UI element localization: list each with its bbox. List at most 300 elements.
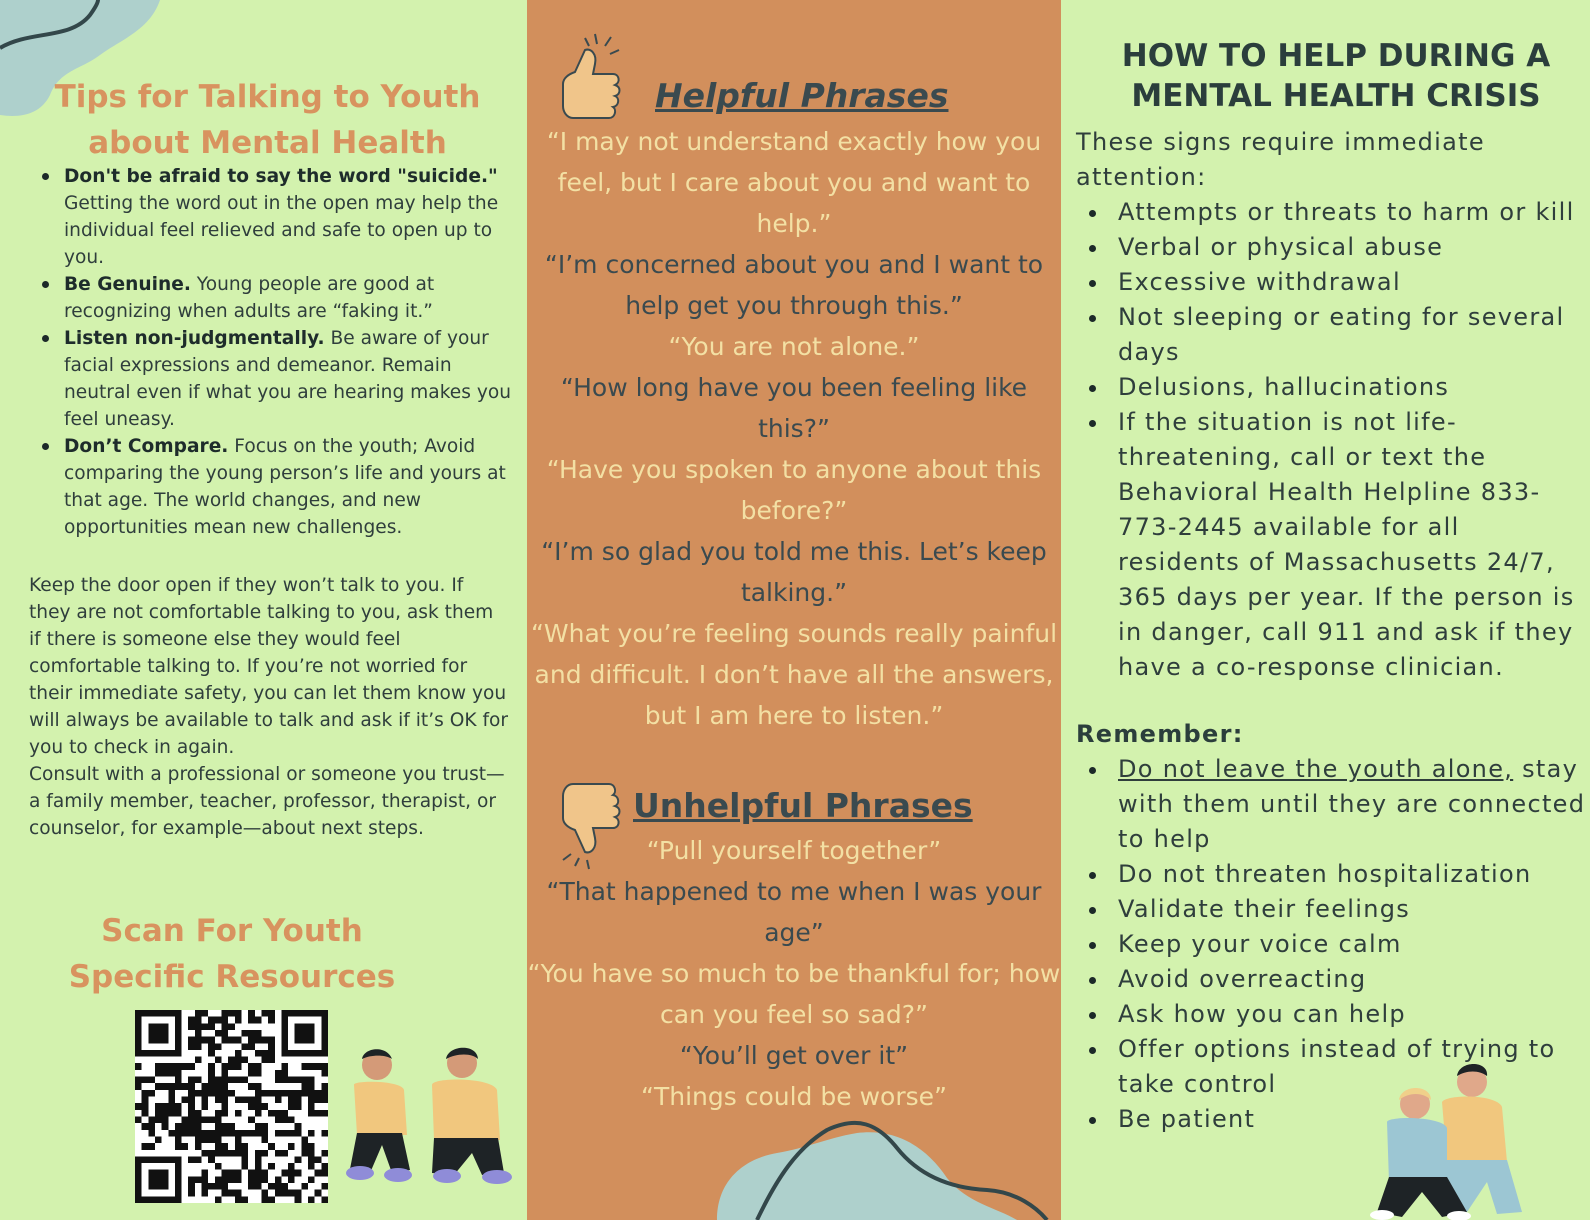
qr-module [275, 1070, 282, 1077]
qr-module [275, 1176, 282, 1183]
qr-module [168, 1196, 175, 1203]
qr-module [188, 1017, 195, 1024]
qr-module [261, 1103, 268, 1110]
qr-module [148, 1090, 155, 1097]
qr-module [202, 1176, 209, 1183]
qr-module [235, 1110, 242, 1117]
qr-module [315, 1097, 322, 1104]
qr-module [261, 1010, 268, 1017]
qr-module [235, 1037, 242, 1044]
list-item: Do not threaten hospitalization [1076, 857, 1590, 892]
qr-module [202, 1190, 209, 1197]
tip-bold: Listen non-judgmentally. [64, 328, 325, 349]
qr-module [321, 1063, 328, 1070]
qr-module [135, 1183, 142, 1190]
qr-module [188, 1130, 195, 1137]
qr-module [195, 1130, 202, 1137]
qr-module [268, 1196, 275, 1203]
qr-module [295, 1130, 302, 1137]
qr-module [268, 1050, 275, 1057]
qr-module [235, 1196, 242, 1203]
qr-module [155, 1170, 162, 1177]
qr-module [188, 1090, 195, 1097]
qr-module [241, 1143, 248, 1150]
qr-module [135, 1050, 142, 1057]
qr-module [288, 1090, 295, 1097]
qr-module [222, 1190, 229, 1197]
qr-module [175, 1143, 182, 1150]
qr-module [135, 1037, 142, 1044]
qr-module [261, 1130, 268, 1137]
qr-module [288, 1190, 295, 1197]
qr-module [135, 1010, 142, 1017]
qr-module [168, 1097, 175, 1104]
qr-module [308, 1130, 315, 1137]
qr-module [208, 1090, 215, 1097]
qr-module [248, 1170, 255, 1177]
qr-module [255, 1097, 262, 1104]
qr-module [308, 1143, 315, 1150]
qr-module [315, 1156, 322, 1163]
qr-module [241, 1163, 248, 1170]
qr-module [281, 1037, 288, 1044]
thumbs-up-icon [555, 32, 625, 122]
tips-list [38, 163, 514, 541]
qr-module [148, 1130, 155, 1137]
phrase: “You are not alone.” [668, 332, 920, 361]
phrase: “I’m concerned about you and I want to help get you through this.” [544, 250, 1044, 320]
qr-module [228, 1123, 235, 1130]
qr-module [195, 1110, 202, 1117]
qr-module [275, 1190, 282, 1197]
qr-module [168, 1063, 175, 1070]
qr-module [275, 1110, 282, 1117]
qr-module [202, 1150, 209, 1157]
qr-module [288, 1050, 295, 1057]
qr-module [162, 1183, 169, 1190]
qr-module [208, 1150, 215, 1157]
qr-module [255, 1050, 262, 1057]
qr-module [168, 1110, 175, 1117]
qr-module [168, 1130, 175, 1137]
qr-module [228, 1150, 235, 1157]
qr-module [315, 1110, 322, 1117]
qr-module [215, 1090, 222, 1097]
qr-module [188, 1110, 195, 1117]
qr-module [222, 1017, 229, 1024]
qr-module [202, 1103, 209, 1110]
qr-module [315, 1063, 322, 1070]
qr-module [255, 1070, 262, 1077]
qr-module [248, 1183, 255, 1190]
qr-module [315, 1190, 322, 1197]
qr-module [215, 1143, 222, 1150]
qr-module [228, 1023, 235, 1030]
qr-module [321, 1083, 328, 1090]
qr-module [301, 1090, 308, 1097]
qr-module [308, 1196, 315, 1203]
qr-module [295, 1103, 302, 1110]
qr-module [261, 1176, 268, 1183]
qr-module [222, 1083, 229, 1090]
qr-module [255, 1130, 262, 1137]
qr-module [321, 1023, 328, 1030]
qr-module [301, 1143, 308, 1150]
qr-module [195, 1037, 202, 1044]
qr-module [162, 1010, 169, 1017]
qr-module [281, 1183, 288, 1190]
qr-module [168, 1083, 175, 1090]
qr-module [315, 1090, 322, 1097]
scan-title: Scan For Youth Specific Resources [68, 913, 396, 995]
qr-module [195, 1030, 202, 1037]
qr-module [195, 1010, 202, 1017]
qr-module [268, 1163, 275, 1170]
qr-module [248, 1010, 255, 1017]
qr-module [208, 1037, 215, 1044]
qr-module [222, 1010, 229, 1017]
list-item: Keep your voice calm [1076, 927, 1590, 962]
qr-module [281, 1010, 288, 1017]
list-item: Delusions, hallucinations [1076, 370, 1590, 405]
qr-module [162, 1116, 169, 1123]
list-item: Be patient [1076, 1102, 1590, 1137]
qr-module [215, 1057, 222, 1064]
qr-module [295, 1097, 302, 1104]
qr-module [288, 1010, 295, 1017]
qr-module [188, 1063, 195, 1070]
qr-module [301, 1150, 308, 1157]
qr-module [148, 1010, 155, 1017]
decorative-blob [697, 1118, 1061, 1220]
qr-module [168, 1070, 175, 1077]
qr-module [261, 1196, 268, 1203]
qr-module [208, 1077, 215, 1084]
qr-module [162, 1050, 169, 1057]
qr-module [281, 1190, 288, 1197]
qr-module [155, 1083, 162, 1090]
qr-module [155, 1037, 162, 1044]
qr-module [155, 1176, 162, 1183]
qr-module [208, 1017, 215, 1024]
qr-module [182, 1143, 189, 1150]
qr-module [321, 1196, 328, 1203]
qr-module [188, 1103, 195, 1110]
qr-module [241, 1097, 248, 1104]
qr-module [142, 1143, 149, 1150]
qr-module [188, 1190, 195, 1197]
qr-module [155, 1103, 162, 1110]
consult-paragraph: Consult with a professional or someone you trust—a family member, teacher, professor, therapist, or counselor, for example—about next steps. [29, 764, 505, 839]
qr-module [248, 1103, 255, 1110]
phrase: “I’m so glad you told me this. Let’s keep talking.” [541, 537, 1047, 607]
qr-module [308, 1050, 315, 1057]
qr-module [202, 1023, 209, 1030]
qr-module [175, 1103, 182, 1110]
tip-item [38, 163, 514, 271]
qr-module [281, 1063, 288, 1070]
qr-module [175, 1077, 182, 1084]
qr-module [142, 1156, 149, 1163]
qr-module [175, 1037, 182, 1044]
qr-module [295, 1030, 302, 1037]
qr-module [241, 1196, 248, 1203]
qr-module [182, 1083, 189, 1090]
qr-module [168, 1090, 175, 1097]
qr-module [235, 1136, 242, 1143]
qr-module [275, 1090, 282, 1097]
qr-module [162, 1110, 169, 1117]
list-item: Avoid overreacting [1076, 962, 1590, 997]
qr-module [301, 1010, 308, 1017]
tip-text: Be aware of your facial expressions and demeanor. Remain neutral even if what you are hearing makes you feel uneasy. [64, 328, 511, 430]
qr-module [241, 1043, 248, 1050]
qr-module [281, 1077, 288, 1084]
middle-panel [527, 0, 1061, 1220]
unhelpful-phrases-heading: Unhelpful Phrases [633, 786, 973, 825]
qr-module [175, 1043, 182, 1050]
qr-module [275, 1097, 282, 1104]
qr-module [222, 1037, 229, 1044]
qr-module [295, 1023, 302, 1030]
qr-module [162, 1063, 169, 1070]
qr-module [202, 1183, 209, 1190]
qr-module [155, 1070, 162, 1077]
list-item: If the situation is not life-threatening, call or text the Behavioral Health Helpline 833-773-2445 available for all residents of Massachusetts 24/7, 365 days per year. If the person is in danger, call 911 and ask if they have a co-response clinician. [1076, 405, 1590, 685]
qr-module [182, 1130, 189, 1137]
tip-item [38, 325, 514, 433]
qr-module [281, 1170, 288, 1177]
qr-module [215, 1116, 222, 1123]
tips-title: Tips for Talking to Youth about Mental Health [54, 79, 481, 161]
tip-bold: Be Genuine. [64, 274, 191, 295]
qr-module [188, 1176, 195, 1183]
qr-module [288, 1170, 295, 1177]
qr-module [195, 1156, 202, 1163]
qr-module [175, 1136, 182, 1143]
qr-module [142, 1010, 149, 1017]
crisis-title: HOW TO HELP DURING A MENTAL HEALTH CRISIS [1121, 38, 1551, 114]
qr-module [215, 1196, 222, 1203]
qr-module [301, 1083, 308, 1090]
qr-module [295, 1090, 302, 1097]
qr-module [222, 1150, 229, 1157]
underlined-text: Do not leave the youth alone, [1118, 755, 1514, 783]
list-item: Attempts or threats to harm or kill [1076, 195, 1590, 230]
qr-module [222, 1023, 229, 1030]
qr-module [182, 1063, 189, 1070]
qr-module [142, 1090, 149, 1097]
qr-module [175, 1050, 182, 1057]
qr-module [255, 1183, 262, 1190]
qr-code[interactable] [135, 1010, 328, 1203]
qr-module [215, 1017, 222, 1024]
qr-module [321, 1030, 328, 1037]
phrase: “You’ll get over it” [679, 1041, 909, 1070]
qr-module [321, 1010, 328, 1017]
qr-module [195, 1017, 202, 1024]
qr-module [215, 1136, 222, 1143]
qr-module [155, 1116, 162, 1123]
phrase: “How long have you been feeling like this?” [560, 373, 1028, 443]
qr-module [135, 1023, 142, 1030]
qr-module [175, 1176, 182, 1183]
qr-module [195, 1123, 202, 1130]
qr-module [222, 1123, 229, 1130]
qr-module [148, 1123, 155, 1130]
qr-module [321, 1150, 328, 1157]
qr-module [268, 1010, 275, 1017]
qr-module [268, 1143, 275, 1150]
qr-module [175, 1030, 182, 1037]
qr-module [241, 1130, 248, 1137]
qr-module [248, 1070, 255, 1077]
qr-module [148, 1143, 155, 1150]
qr-module [248, 1030, 255, 1037]
qr-module [248, 1176, 255, 1183]
qr-module [275, 1077, 282, 1084]
qr-module [222, 1130, 229, 1137]
qr-module [308, 1176, 315, 1183]
qr-module [288, 1097, 295, 1104]
signs-intro: These signs require immediate attention: [1076, 128, 1485, 191]
qr-module [228, 1190, 235, 1197]
qr-module [248, 1043, 255, 1050]
right-panel [1061, 0, 1590, 1220]
qr-module [228, 1130, 235, 1137]
qr-module [148, 1023, 155, 1030]
qr-module [301, 1037, 308, 1044]
qr-module [248, 1130, 255, 1137]
qr-module [248, 1116, 255, 1123]
qr-module [268, 1110, 275, 1117]
qr-module [135, 1176, 142, 1183]
qr-module [235, 1143, 242, 1150]
qr-module [142, 1103, 149, 1110]
qr-module [142, 1196, 149, 1203]
phrase: “Pull yourself together” [646, 836, 942, 865]
qr-module [222, 1176, 229, 1183]
qr-module [288, 1130, 295, 1137]
qr-module [255, 1017, 262, 1024]
qr-module [135, 1077, 142, 1084]
qr-module [248, 1083, 255, 1090]
qr-module [155, 1010, 162, 1017]
qr-module [281, 1023, 288, 1030]
qr-module [261, 1057, 268, 1064]
support-illustration [1347, 1062, 1547, 1220]
qr-module [208, 1050, 215, 1057]
qr-module [288, 1116, 295, 1123]
qr-module [281, 1130, 288, 1137]
qr-module [162, 1083, 169, 1090]
qr-module [195, 1057, 202, 1064]
qr-module [148, 1077, 155, 1084]
qr-module [215, 1183, 222, 1190]
qr-module [268, 1017, 275, 1024]
qr-module [295, 1037, 302, 1044]
qr-module [208, 1183, 215, 1190]
qr-module [241, 1057, 248, 1064]
phrase: “What you’re feeling sounds really painful and difficult. I don’t have all the answers, but I am here to listen.” [530, 619, 1058, 730]
qr-module [268, 1183, 275, 1190]
qr-module [235, 1176, 242, 1183]
qr-module [261, 1123, 268, 1130]
qr-module [301, 1063, 308, 1070]
qr-module [142, 1123, 149, 1130]
qr-module [222, 1143, 229, 1150]
qr-module [202, 1010, 209, 1017]
qr-module [208, 1023, 215, 1030]
qr-module [188, 1077, 195, 1084]
qr-module [275, 1130, 282, 1137]
qr-module [301, 1183, 308, 1190]
qr-module [215, 1043, 222, 1050]
qr-module [188, 1183, 195, 1190]
qr-module [182, 1123, 189, 1130]
qr-module [202, 1083, 209, 1090]
qr-module [261, 1190, 268, 1197]
qr-module [175, 1156, 182, 1163]
qr-module [222, 1090, 229, 1097]
qr-module [188, 1043, 195, 1050]
qr-module [195, 1090, 202, 1097]
qr-module [235, 1097, 242, 1104]
qr-module [208, 1083, 215, 1090]
tip-text: Getting the word out in the open may help the individual feel relieved and safe to open up to you. [64, 193, 499, 268]
qr-module [168, 1103, 175, 1110]
qr-module [182, 1097, 189, 1104]
qr-module [142, 1110, 149, 1117]
qr-module [321, 1043, 328, 1050]
qr-module [175, 1163, 182, 1170]
keep-door-open-paragraph: Keep the door open if they won’t talk to you. If they are not comfortable talking to you, ask them if there is someone else they would feel comfortable talking to. If you’re not worried for their immediate safety, you can let them know you will always be available to talk and ask if it’s OK for you to check in again. [29, 575, 509, 758]
qr-module [208, 1063, 215, 1070]
qr-module [155, 1136, 162, 1143]
qr-module [175, 1196, 182, 1203]
qr-module [301, 1077, 308, 1084]
qr-module [295, 1010, 302, 1017]
qr-module [261, 1170, 268, 1177]
qr-module [281, 1050, 288, 1057]
qr-module [148, 1050, 155, 1057]
qr-module [228, 1170, 235, 1177]
qr-module [235, 1170, 242, 1177]
qr-module [188, 1156, 195, 1163]
qr-module [148, 1116, 155, 1123]
qr-module [135, 1017, 142, 1024]
qr-module [281, 1070, 288, 1077]
qr-module [228, 1077, 235, 1084]
qr-module [188, 1083, 195, 1090]
qr-module [135, 1083, 142, 1090]
qr-module [155, 1023, 162, 1030]
qr-module [175, 1023, 182, 1030]
qr-module [228, 1176, 235, 1183]
qr-module [175, 1063, 182, 1070]
qr-module [215, 1163, 222, 1170]
qr-module [155, 1196, 162, 1203]
qr-module [321, 1050, 328, 1057]
list-item: Validate their feelings [1076, 892, 1590, 927]
qr-module [321, 1090, 328, 1097]
qr-module [202, 1090, 209, 1097]
qr-module [148, 1196, 155, 1203]
qr-module [162, 1103, 169, 1110]
list-item [1076, 752, 1590, 857]
qr-module [202, 1116, 209, 1123]
qr-module [308, 1077, 315, 1084]
